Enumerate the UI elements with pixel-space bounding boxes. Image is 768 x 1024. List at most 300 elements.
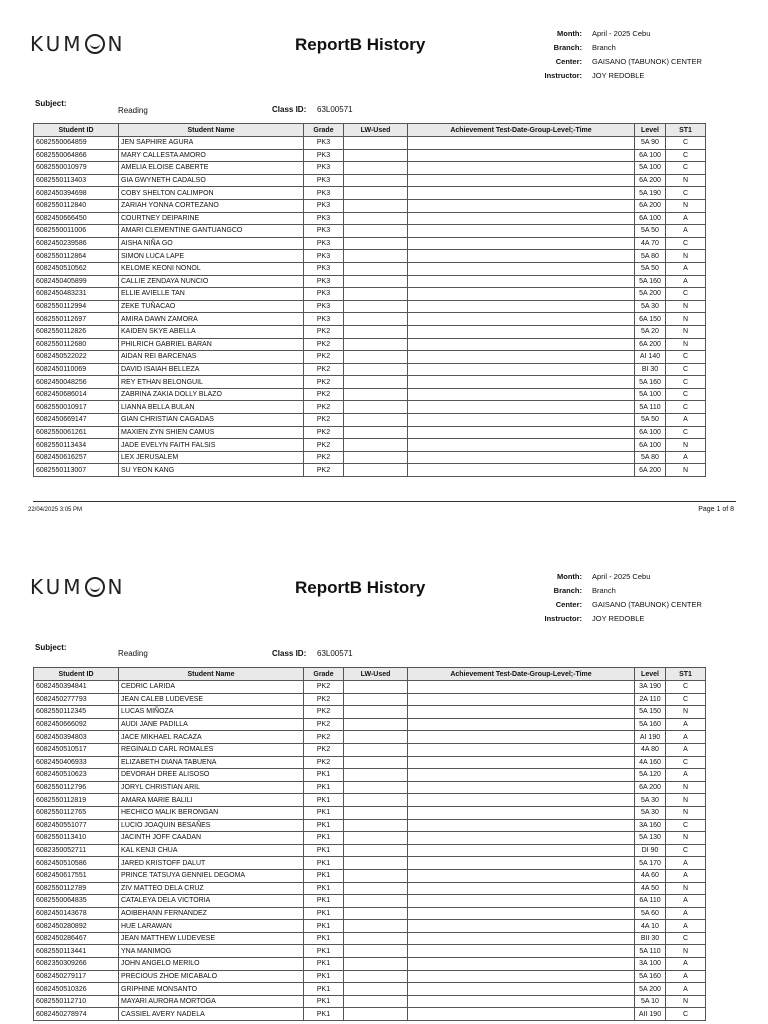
st1-cell: N	[666, 706, 706, 719]
student-name-cell: SU YEON KANG	[119, 464, 304, 477]
st1-cell: C	[666, 162, 706, 175]
column-header-grade: Grade	[304, 668, 344, 681]
level-cell: AII 190	[635, 1008, 666, 1021]
table-row	[34, 288, 706, 301]
achievement-test-cell	[408, 693, 635, 706]
class-id-label: Class ID:	[272, 649, 307, 658]
branch-value: Branch	[592, 585, 616, 595]
achievement-test-cell	[408, 945, 635, 958]
student-name-cell: COURTNEY DEIPARINE	[119, 212, 304, 225]
lw-used-cell	[344, 464, 408, 477]
st1-cell: C	[666, 932, 706, 945]
grade-cell: PK3	[304, 237, 344, 250]
column-header-level: Level	[635, 124, 666, 137]
student-table-page-1	[33, 123, 706, 477]
student-name-cell: JACE MIKHAEL RACAZA	[119, 731, 304, 744]
table-row	[34, 137, 706, 150]
grade-cell: PK1	[304, 907, 344, 920]
student-id-cell: 6082450522022	[34, 351, 119, 364]
student-name-cell: KAL KENJI CHUA	[119, 844, 304, 857]
student-id-cell: 6082450686014	[34, 388, 119, 401]
student-id-cell: 6082550113403	[34, 174, 119, 187]
lw-used-cell	[344, 794, 408, 807]
student-id-cell: 6082450510562	[34, 262, 119, 275]
level-cell: 5A 170	[635, 857, 666, 870]
achievement-test-cell	[408, 806, 635, 819]
st1-cell: N	[666, 464, 706, 477]
branch-value: Branch	[592, 42, 616, 52]
student-id-cell: 6082550011006	[34, 225, 119, 238]
table-row	[34, 907, 706, 920]
st1-cell: C	[666, 137, 706, 150]
level-cell: 6A 200	[635, 338, 666, 351]
grade-cell: PK1	[304, 769, 344, 782]
lw-used-cell	[344, 970, 408, 983]
student-name-cell: JADE EVELYN FAITH FALSIS	[119, 439, 304, 452]
month-label: Month:	[557, 571, 582, 581]
level-cell: 4A 50	[635, 882, 666, 895]
level-cell: 6A 200	[635, 174, 666, 187]
level-cell: 5A 150	[635, 706, 666, 719]
table-row	[34, 970, 706, 983]
student-name-cell: COBY SHELTON CALIMPON	[119, 187, 304, 200]
grade-cell: PK2	[304, 325, 344, 338]
report-title: ReportB History	[295, 578, 426, 597]
table-row	[34, 351, 706, 364]
st1-cell: C	[666, 363, 706, 376]
grade-cell: PK2	[304, 388, 344, 401]
grade-cell: PK1	[304, 794, 344, 807]
achievement-test-cell	[408, 300, 635, 313]
achievement-test-cell	[408, 149, 635, 162]
level-cell: 4A 60	[635, 869, 666, 882]
student-name-cell: JEAN CALEB LUDEVESE	[119, 693, 304, 706]
lw-used-cell	[344, 706, 408, 719]
student-name-cell: ZEKE TUÑACAO	[119, 300, 304, 313]
st1-cell: C	[666, 149, 706, 162]
student-id-cell: 6082450048256	[34, 376, 119, 389]
level-cell: 2A 110	[635, 693, 666, 706]
table-row	[34, 895, 706, 908]
level-cell: 6A 100	[635, 426, 666, 439]
achievement-test-cell	[408, 237, 635, 250]
achievement-test-cell	[408, 199, 635, 212]
level-cell: 5A 20	[635, 325, 666, 338]
student-name-cell: AMARA MARIE BALILI	[119, 794, 304, 807]
st1-cell: A	[666, 731, 706, 744]
level-cell: 5A 190	[635, 187, 666, 200]
student-name-cell: ELIZABETH DIANA TABUENA	[119, 756, 304, 769]
table-row	[34, 958, 706, 971]
center-value: GAISANO (TABUNOK) CENTER	[592, 56, 702, 66]
student-name-cell: AISHA NIÑA GO	[119, 237, 304, 250]
level-cell: 5A 30	[635, 794, 666, 807]
center-label: Center:	[555, 599, 582, 609]
column-header-lw-used: LW-Used	[344, 124, 408, 137]
table-row	[34, 756, 706, 769]
lw-used-cell	[344, 388, 408, 401]
grade-cell: PK1	[304, 983, 344, 996]
st1-cell: A	[666, 983, 706, 996]
lw-used-cell	[344, 718, 408, 731]
grade-cell: PK1	[304, 958, 344, 971]
student-name-cell: CEDRIC LARIDA	[119, 681, 304, 694]
student-id-cell: 6082450286467	[34, 932, 119, 945]
level-cell: 5A 90	[635, 137, 666, 150]
lw-used-cell	[344, 237, 408, 250]
column-header-st1: ST1	[666, 668, 706, 681]
achievement-test-cell	[408, 187, 635, 200]
grade-cell: PK3	[304, 262, 344, 275]
level-cell: 5A 80	[635, 250, 666, 263]
student-name-cell: ZARIAH YONNA CORTEZANO	[119, 199, 304, 212]
student-id-cell: 6082450278974	[34, 1008, 119, 1021]
st1-cell: N	[666, 325, 706, 338]
table-row	[34, 275, 706, 288]
achievement-test-cell	[408, 376, 635, 389]
month-value: April - 2025 Cebu	[592, 28, 651, 38]
achievement-test-cell	[408, 970, 635, 983]
st1-cell: N	[666, 832, 706, 845]
student-name-cell: PRECIOUS ZHOE MICABALO	[119, 970, 304, 983]
student-name-cell: PHILRICH GABRIEL BARAN	[119, 338, 304, 351]
grade-cell: PK1	[304, 819, 344, 832]
student-id-cell: 6082550064866	[34, 149, 119, 162]
achievement-test-cell	[408, 857, 635, 870]
table-row	[34, 769, 706, 782]
print-date: 22/04/2025 3:05 PM	[28, 507, 83, 513]
achievement-test-cell	[408, 869, 635, 882]
student-name-cell: LUCAS MIÑOZA	[119, 706, 304, 719]
grade-cell: PK1	[304, 781, 344, 794]
table-row	[34, 225, 706, 238]
grade-cell: PK2	[304, 439, 344, 452]
student-id-cell: 6082450510517	[34, 743, 119, 756]
student-id-cell: 6082550112710	[34, 995, 119, 1008]
lw-used-cell	[344, 199, 408, 212]
student-name-cell: CALLIE ZENDAYA NUNCIO	[119, 275, 304, 288]
branch-label: Branch:	[553, 42, 582, 52]
st1-cell: N	[666, 338, 706, 351]
st1-cell: C	[666, 819, 706, 832]
student-id-cell: 6082550112864	[34, 250, 119, 263]
level-cell: 5A 160	[635, 718, 666, 731]
st1-cell: C	[666, 237, 706, 250]
table-row	[34, 338, 706, 351]
st1-cell: N	[666, 806, 706, 819]
student-id-cell: 6082450406933	[34, 756, 119, 769]
achievement-test-cell	[408, 363, 635, 376]
lw-used-cell	[344, 300, 408, 313]
lw-used-cell	[344, 187, 408, 200]
level-cell: 4A 160	[635, 756, 666, 769]
level-cell: AI 140	[635, 351, 666, 364]
st1-cell: A	[666, 958, 706, 971]
level-cell: 6A 200	[635, 199, 666, 212]
level-cell: 6A 200	[635, 781, 666, 794]
lw-used-cell	[344, 275, 408, 288]
lw-used-cell	[344, 920, 408, 933]
level-cell: 6A 100	[635, 149, 666, 162]
grade-cell: PK3	[304, 212, 344, 225]
grade-cell: PK1	[304, 844, 344, 857]
st1-cell: N	[666, 945, 706, 958]
table-row	[34, 819, 706, 832]
grade-cell: PK3	[304, 313, 344, 326]
st1-cell: C	[666, 401, 706, 414]
student-name-cell: MAYARI AURORA MORTOGA	[119, 995, 304, 1008]
level-cell: 5A 130	[635, 832, 666, 845]
lw-used-cell	[344, 945, 408, 958]
st1-cell: A	[666, 920, 706, 933]
branch-label: Branch:	[553, 585, 582, 595]
student-name-cell: ZIV MATTEO DELA CRUZ	[119, 882, 304, 895]
table-row	[34, 300, 706, 313]
st1-cell: N	[666, 250, 706, 263]
table-row	[34, 706, 706, 719]
student-id-cell: 6082450277793	[34, 693, 119, 706]
student-id-cell: 6082450143678	[34, 907, 119, 920]
lw-used-cell	[344, 1008, 408, 1021]
lw-used-cell	[344, 756, 408, 769]
student-id-cell: 6082450394803	[34, 731, 119, 744]
grade-cell: PK1	[304, 857, 344, 870]
table-row	[34, 718, 706, 731]
achievement-test-cell	[408, 401, 635, 414]
table-row	[34, 806, 706, 819]
column-header-st1: ST1	[666, 124, 706, 137]
lw-used-cell	[344, 844, 408, 857]
table-row	[34, 781, 706, 794]
student-table-page-2	[33, 667, 706, 1021]
st1-cell: A	[666, 857, 706, 870]
student-name-cell: REY ETHAN BELONGUIL	[119, 376, 304, 389]
level-cell: 5A 50	[635, 414, 666, 427]
grade-cell: PK1	[304, 945, 344, 958]
student-name-cell: AMIRA DAWN ZAMORA	[119, 313, 304, 326]
st1-cell: A	[666, 225, 706, 238]
table-row	[34, 363, 706, 376]
lw-used-cell	[344, 426, 408, 439]
column-header-achievement-test: Achievement Test-Date-Group-Level;-Time	[408, 124, 635, 137]
grade-cell: PK2	[304, 451, 344, 464]
grade-cell: PK2	[304, 376, 344, 389]
kumon-logo: KUM N	[30, 32, 126, 56]
lw-used-cell	[344, 338, 408, 351]
student-id-cell: 6082550061261	[34, 426, 119, 439]
table-row	[34, 869, 706, 882]
table-row	[34, 149, 706, 162]
table-row	[34, 1008, 706, 1021]
lw-used-cell	[344, 288, 408, 301]
student-name-cell: ELLIE AVIELLE TAN	[119, 288, 304, 301]
student-name-cell: AMELIA ELOISE CABERTE	[119, 162, 304, 175]
achievement-test-cell	[408, 983, 635, 996]
grade-cell: PK1	[304, 932, 344, 945]
st1-cell: N	[666, 882, 706, 895]
student-id-cell: 6082450280892	[34, 920, 119, 933]
student-id-cell: 6082350052711	[34, 844, 119, 857]
student-name-cell: CASSIEL AVERY NADELA	[119, 1008, 304, 1021]
grade-cell: PK3	[304, 199, 344, 212]
achievement-test-cell	[408, 832, 635, 845]
st1-cell: N	[666, 794, 706, 807]
student-name-cell: YNA MANIMOG	[119, 945, 304, 958]
level-cell: 4A 10	[635, 920, 666, 933]
lw-used-cell	[344, 806, 408, 819]
grade-cell: PK3	[304, 149, 344, 162]
grade-cell: PK2	[304, 464, 344, 477]
table-row	[34, 388, 706, 401]
grade-cell: PK2	[304, 743, 344, 756]
achievement-test-cell	[408, 325, 635, 338]
achievement-test-cell	[408, 212, 635, 225]
st1-cell: A	[666, 262, 706, 275]
achievement-test-cell	[408, 781, 635, 794]
student-name-cell: GRIPHINE MONSANTO	[119, 983, 304, 996]
achievement-test-cell	[408, 313, 635, 326]
student-name-cell: SIMON LUCA LAPE	[119, 250, 304, 263]
student-name-cell: DAVID ISAIAH BELLEZA	[119, 363, 304, 376]
lw-used-cell	[344, 932, 408, 945]
st1-cell: A	[666, 869, 706, 882]
achievement-test-cell	[408, 743, 635, 756]
lw-used-cell	[344, 351, 408, 364]
level-cell: 3A 190	[635, 681, 666, 694]
level-cell: 5A 80	[635, 451, 666, 464]
lw-used-cell	[344, 250, 408, 263]
grade-cell: PK2	[304, 401, 344, 414]
achievement-test-cell	[408, 414, 635, 427]
st1-cell: C	[666, 756, 706, 769]
st1-cell: C	[666, 1008, 706, 1021]
column-header-student-name: Student Name	[119, 668, 304, 681]
achievement-test-cell	[408, 844, 635, 857]
student-id-cell: 6082550112345	[34, 706, 119, 719]
page-number: Page 1 of 8	[698, 506, 734, 513]
st1-cell: C	[666, 681, 706, 694]
table-row	[34, 162, 706, 175]
level-cell: 5A 30	[635, 806, 666, 819]
achievement-test-cell	[408, 338, 635, 351]
level-cell: 5A 100	[635, 388, 666, 401]
st1-cell: C	[666, 376, 706, 389]
student-name-cell: ZABRINA ZAKIA DOLLY BLAZO	[119, 388, 304, 401]
student-id-cell: 6082550010979	[34, 162, 119, 175]
table-row	[34, 250, 706, 263]
lw-used-cell	[344, 212, 408, 225]
table-row	[34, 882, 706, 895]
grade-cell: PK2	[304, 426, 344, 439]
achievement-test-cell	[408, 895, 635, 908]
grade-cell: PK3	[304, 225, 344, 238]
level-cell: 5A 200	[635, 983, 666, 996]
st1-cell: N	[666, 439, 706, 452]
st1-cell: A	[666, 895, 706, 908]
achievement-test-cell	[408, 756, 635, 769]
grade-cell: PK2	[304, 731, 344, 744]
lw-used-cell	[344, 731, 408, 744]
st1-cell: A	[666, 414, 706, 427]
student-id-cell: 6082450279117	[34, 970, 119, 983]
grade-cell: PK2	[304, 414, 344, 427]
st1-cell: A	[666, 743, 706, 756]
lw-used-cell	[344, 162, 408, 175]
level-cell: 6A 150	[635, 313, 666, 326]
grade-cell: PK3	[304, 174, 344, 187]
center-value: GAISANO (TABUNOK) CENTER	[592, 599, 702, 609]
st1-cell: N	[666, 313, 706, 326]
student-name-cell: PRINCE TATSUYA GENNIEL DEGOMA	[119, 869, 304, 882]
achievement-test-cell	[408, 288, 635, 301]
level-cell: 5A 200	[635, 288, 666, 301]
achievement-test-cell	[408, 451, 635, 464]
student-name-cell: JORYL CHRISTIAN ARIL	[119, 781, 304, 794]
lw-used-cell	[344, 869, 408, 882]
achievement-test-cell	[408, 426, 635, 439]
table-row	[34, 313, 706, 326]
level-cell: 5A 50	[635, 225, 666, 238]
achievement-test-cell	[408, 351, 635, 364]
achievement-test-cell	[408, 388, 635, 401]
table-row	[34, 920, 706, 933]
achievement-test-cell	[408, 907, 635, 920]
level-cell: 6A 200	[635, 464, 666, 477]
student-id-cell: 6082450669147	[34, 414, 119, 427]
table-row	[34, 187, 706, 200]
student-name-cell: JEAN MATTHEW LUDEVESE	[119, 932, 304, 945]
level-cell: 5A 50	[635, 262, 666, 275]
level-cell: 5A 100	[635, 162, 666, 175]
instructor-label: Instructor:	[544, 613, 582, 623]
student-id-cell: 6082450405899	[34, 275, 119, 288]
level-cell: 3A 160	[635, 819, 666, 832]
student-name-cell: JACINTH JOFF CAADAN	[119, 832, 304, 845]
student-name-cell: LEX JERUSALEM	[119, 451, 304, 464]
level-cell: BI 30	[635, 363, 666, 376]
student-name-cell: REGINALD CARL ROMALES	[119, 743, 304, 756]
student-name-cell: KELOME KEONI NONOL	[119, 262, 304, 275]
lw-used-cell	[344, 137, 408, 150]
kumon-logo: KUM N	[30, 575, 126, 599]
achievement-test-cell	[408, 174, 635, 187]
achievement-test-cell	[408, 439, 635, 452]
grade-cell: PK2	[304, 338, 344, 351]
lw-used-cell	[344, 414, 408, 427]
achievement-test-cell	[408, 225, 635, 238]
achievement-test-cell	[408, 958, 635, 971]
student-id-cell: 6082350309266	[34, 958, 119, 971]
subject-label: Subject:	[35, 643, 67, 652]
student-name-cell: AUDI JANE PADILLA	[119, 718, 304, 731]
achievement-test-cell	[408, 882, 635, 895]
student-name-cell: HECHICO MALIK BERONGAN	[119, 806, 304, 819]
student-id-cell: 6082450616257	[34, 451, 119, 464]
level-cell: 6A 100	[635, 212, 666, 225]
level-cell: 4A 70	[635, 237, 666, 250]
report-meta	[530, 26, 702, 82]
class-id-value: 63L00571	[317, 649, 353, 658]
report-title: ReportB History	[295, 35, 426, 54]
student-id-cell: 6082550064835	[34, 895, 119, 908]
column-header-achievement-test: Achievement Test-Date-Group-Level;-Time	[408, 668, 635, 681]
table-row	[34, 681, 706, 694]
student-id-cell: 6082550112697	[34, 313, 119, 326]
grade-cell: PK2	[304, 756, 344, 769]
table-row	[34, 464, 706, 477]
student-name-cell: LIANNA BELLA BULAN	[119, 401, 304, 414]
grade-cell: PK3	[304, 300, 344, 313]
